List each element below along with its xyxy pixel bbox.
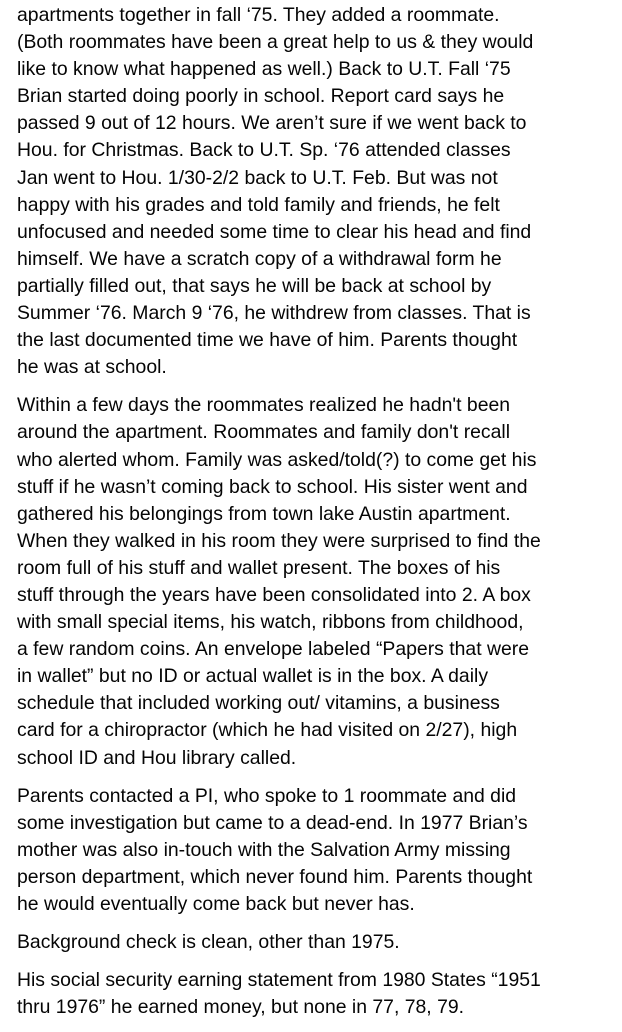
paragraph-earnings-statement: His social security earning statement from 1980 States “1951 thru 1976” he earned money, but none in 77, 78, 79. — [17, 969, 541, 1019]
paragraph-investigation: Parents contacted a PI, who spoke to 1 roommate and did some investigation but came to a dead-end. In 1977 Brian’s mother was also in-touch with the Salvation Army missing person department, which never found him. Parents thought he would eventually come back but never has. — [17, 784, 533, 915]
paragraph-belongings: Within a few days the roommates realized he hadn't been around the apartment. Roommates and family don't recall who alerted whom. Family was asked/told(?) to come get his stuff if he wasn’t coming back to school. His sister went and gathered his belongings from town lake Austin apartment. When they walked in his room they were surprised to find the room full of his stuff and wallet present. The boxes of his stuff through the years have been consolidated into 2. A box with small special items, his watch, ribbons from childhood, a few random coins. An envelope labeled “Papers that were in wallet” but no ID or actual wallet is in the box. A daily schedule that included working out/ vitamins, a business card for a chiropractor (which he had visited on 2/27), high school ID and Hou library called. — [17, 394, 541, 769]
paragraph-timeline: apartments together in fall ‘75. They added a roommate. (Both roommates have been a great help to us & they would like to know what happened as well.) Back to U.T. Fall ‘75 Brian started doing poorly in school. Report card says he passed 9 out of 12 hours. We aren’t sure if we went back to Hou. for Christmas. Back to U.T. Sp. ‘76 attended classes Jan went to Hou. 1/30-2/2 back to U.T. Feb. But was not happy with his grades and told family and friends, he felt unfocused and needed some time to clear his head and find himself. We have a scratch copy of a withdrawal form he partially filled out, that says he will be back at school by Summer ‘76. March 9 ‘76, he withdrew from classes. That is the last documented time we have of him. Parents thought he was at school. — [17, 4, 534, 379]
paragraph-background-check: Background check is clean, other than 1975. — [17, 931, 400, 954]
post-body — [17, 2, 617, 1032]
